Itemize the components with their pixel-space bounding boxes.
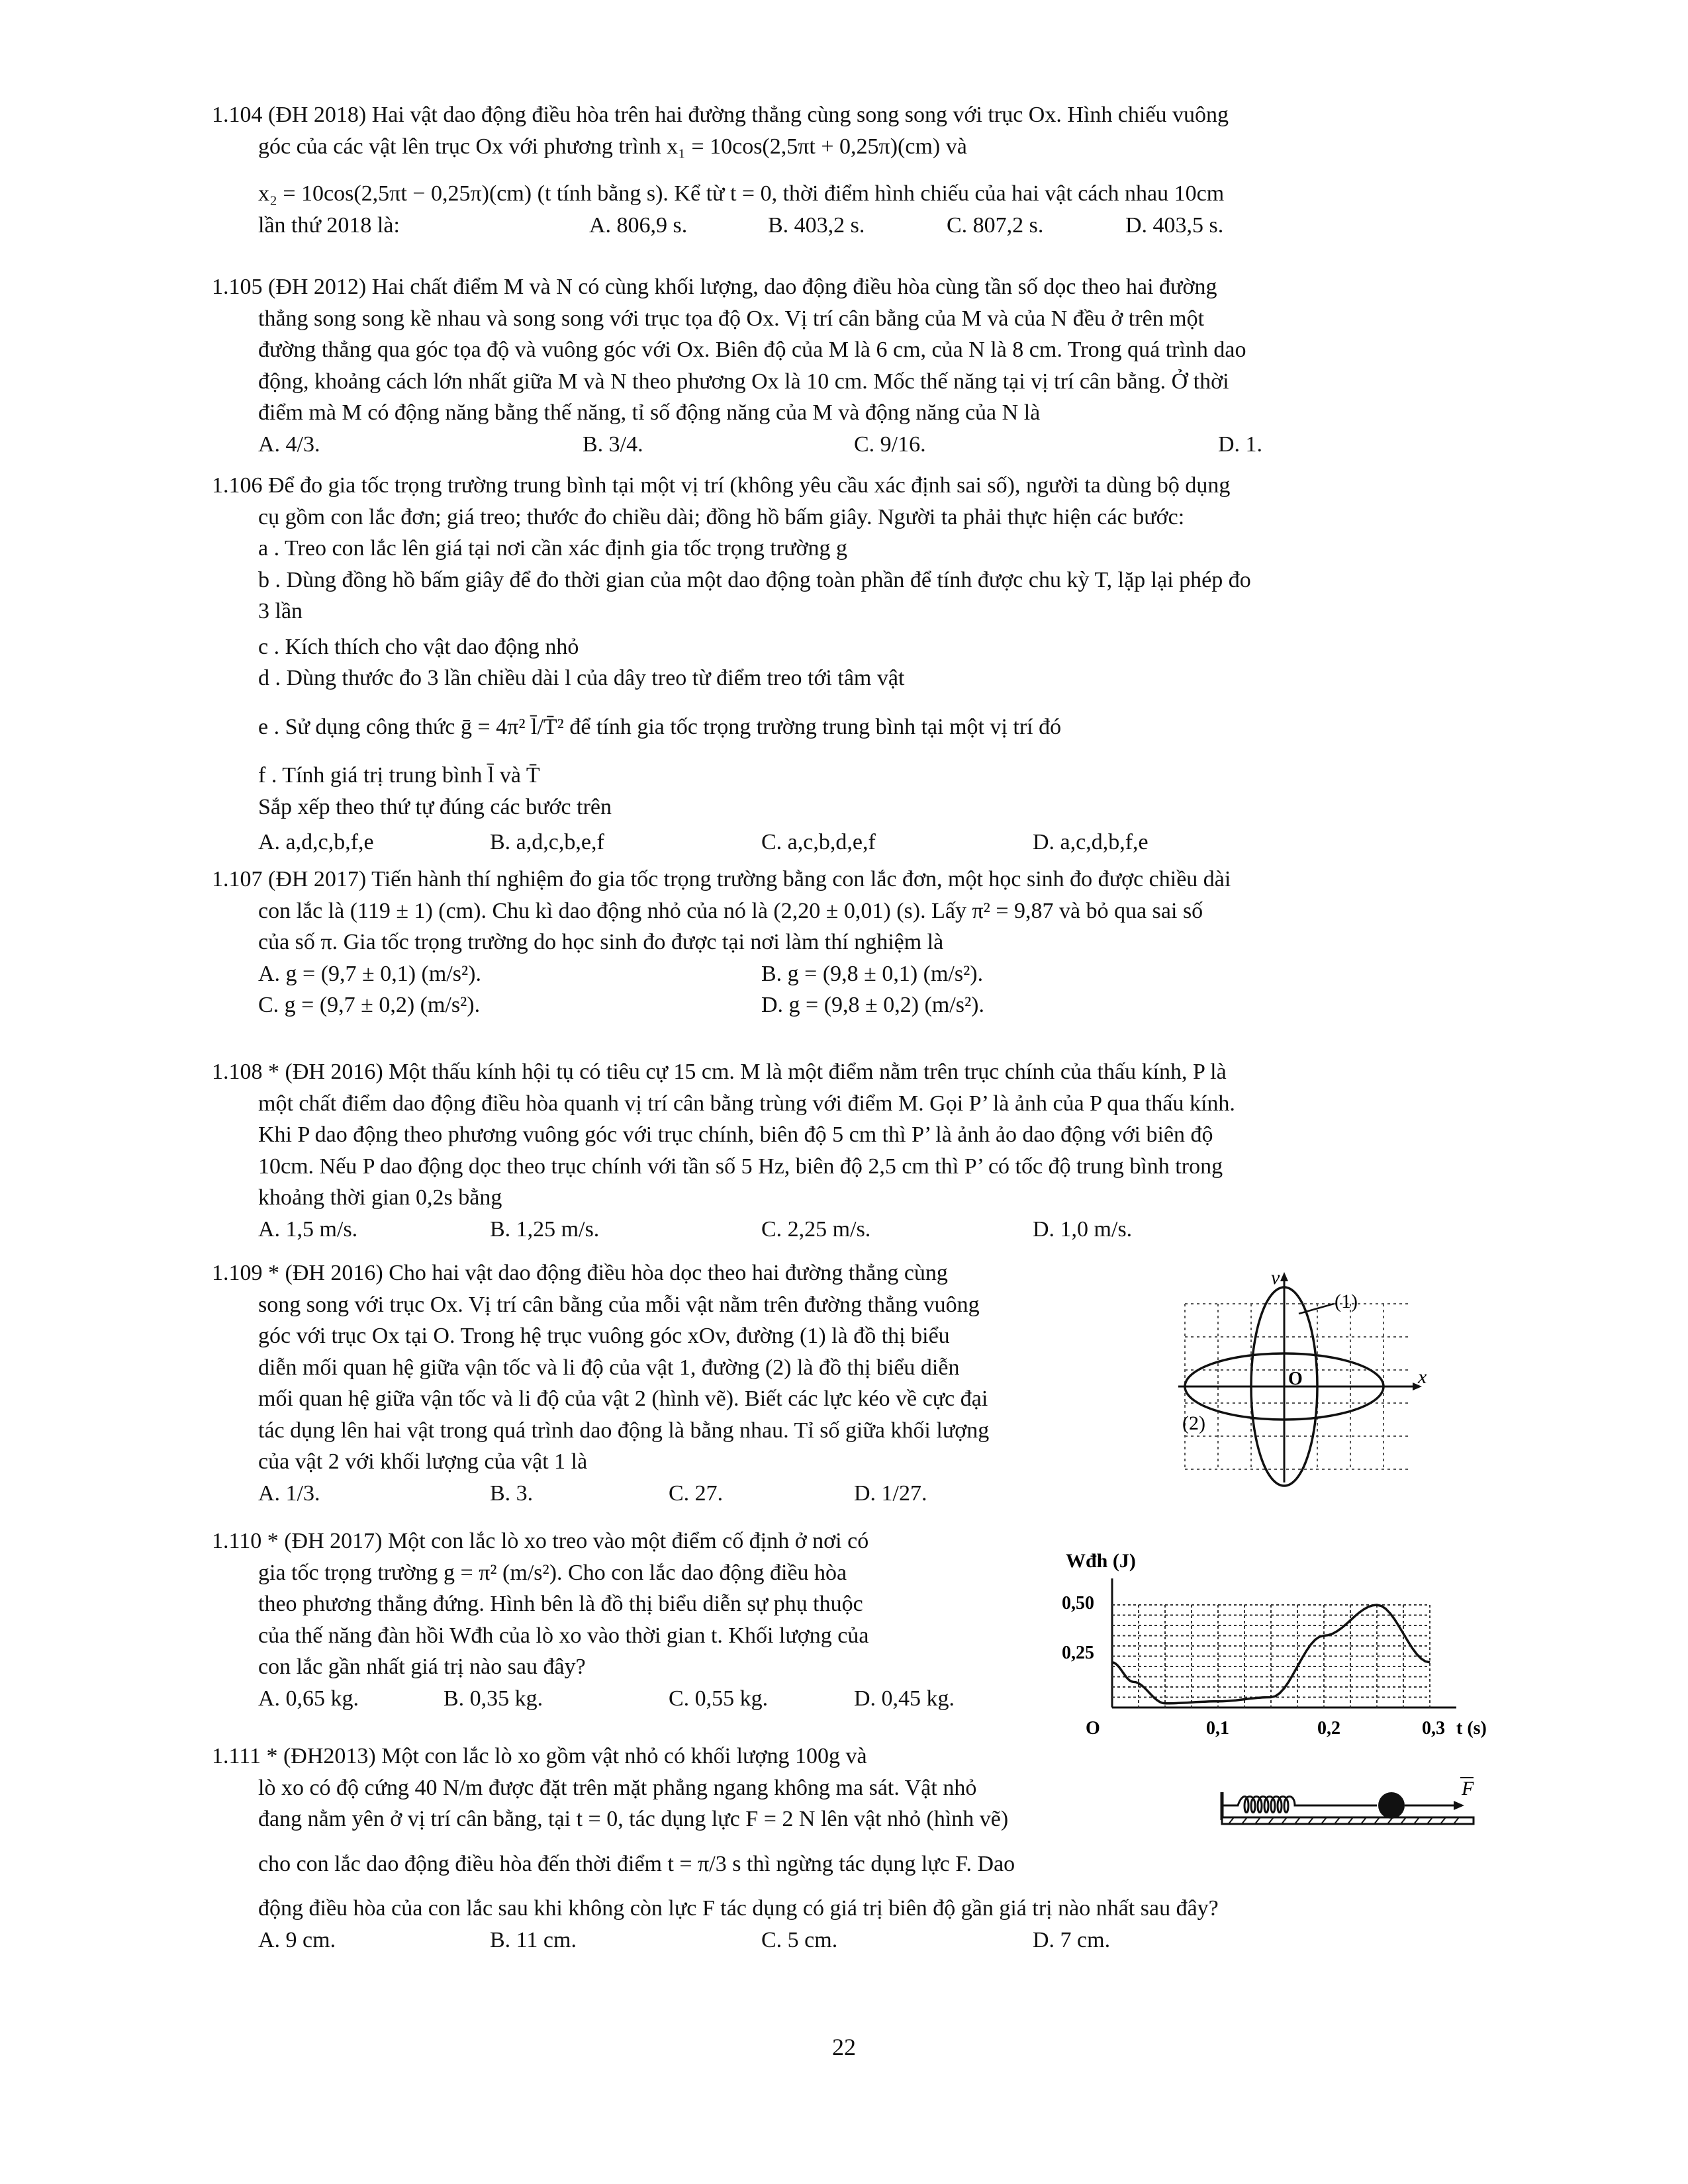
question-1-111 [212,1741,1483,1956]
q106-sort-instruction: Sắp xếp theo thứ tự đúng các bước trên [258,794,612,819]
q110-line3: theo phương thẳng đứng. Hình bên là đồ thị biểu diễn sự phụ thuộc [258,1592,863,1616]
q109-options [212,1478,1192,1510]
q111-line1: 1.111 * (ĐH2013) Một con lắc lò xo gồm vật nhỏ có khối lượng 100g và [212,1744,867,1768]
q107-options-row1 [212,958,1483,990]
q104-option-b: B. 403,2 s. [768,212,865,238]
q108-option-b: B. 1,25 m/s. [490,1216,600,1242]
q106-step-d: d . Dùng thước đo 3 lần chiều dài l của dây treo từ điểm treo tới tâm vật [258,666,905,690]
q105-line1: 1.105 (ĐH 2012) Hai chất điểm M và N có cùng khối lượng, dao động điều hòa cùng tần số dọc theo hai đường [212,275,1217,299]
q106-step-b2: 3 lần [258,599,303,623]
q110-tick-x-01: 0,1 [1206,1718,1229,1739]
q105-option-b: B. 3/4. [583,432,643,457]
q105-option-c: C. 9/16. [854,432,926,457]
q106-step-e: e . Sử dụng công thức ḡ = 4π² l̄/T̄² để tính gia tốc trọng trường trung bình tại một vị trí đó [258,714,1062,739]
q109-line4: diễn mối quan hệ giữa vận tốc và li độ của vật 1, đường (2) là đồ thị biểu diễn [258,1355,960,1380]
q109-v-arrow [1280,1272,1288,1281]
q106-step-c: c . Kích thích cho vật dao động nhỏ [258,634,579,659]
q108-option-a: A. 1,5 m/s. [258,1216,358,1242]
q109-line2: song song với trục Ox. Vị trí cân bằng của mỗi vật nằm trên đường thẳng vuông [258,1292,980,1317]
q106-option-a: A. a,d,c,b,f,e [258,830,374,854]
q110-tick-y-025: 0,25 [1062,1643,1094,1663]
q111-line5: động điều hòa của con lắc sau khi không còn lực F tác dụng có giá trị biên độ gần giá trị nào nhất sau đây? [258,1896,1219,1921]
q111-spring-figure [1218,1774,1483,1833]
page-number: 22 [832,2034,856,2060]
q110-option-a: A. 0,65 kg. [258,1686,359,1711]
q107-line1: 1.107 (ĐH 2017) Tiến hành thí nghiệm đo gia tốc trọng trường bằng con lắc đơn, một học sinh đo được chiều dài [212,867,1231,891]
q109-label-curve-2: (2) [1182,1412,1205,1434]
q109-label-origin: O [1288,1369,1303,1389]
q106-step-f: f . Tính giá trị trung bình l̄ và T̄ [258,763,540,788]
q105-line2: thẳng song song kề nhau và song song với trục tọa độ Ox. Vị trí cân bằng của M và của N đều ở trên một [258,306,1205,331]
q109-line1: 1.109 * (ĐH 2016) Cho hai vật dao động điều hòa dọc theo hai đường thẳng cùng [212,1261,948,1285]
q111-options [212,1925,1483,1956]
question-1-105 [212,271,1483,460]
question-1-110 [212,1525,1192,1714]
q106-line1: 1.106 Để đo gia tốc trọng trường trung bình tại một vị trí (không yêu cầu xác định sai số), người ta dùng bộ dụng [212,473,1231,498]
q111-mass [1378,1792,1405,1819]
q109-line3: góc với trục Ox tại O. Trong hệ trục vuông góc xOv, đường (1) là đồ thị biểu [258,1324,950,1348]
q110-option-c: C. 0,55 kg. [669,1686,769,1711]
q108-line1: 1.108 * (ĐH 2016) Một thấu kính hội tụ có tiêu cự 15 cm. M là một điểm nằm trên trục chính của thấu kính, P là [212,1060,1227,1084]
q104-line2: góc của các vật lên trục Ox với phương trình x₁ = 10cos(2,5πt + 0,25π)(cm) và [258,134,967,159]
q106-line2: cụ gồm con lắc đơn; giá treo; thước đo chiều dài; đồng hồ bấm giây. Người ta phải thực hiện các bước: [258,504,1185,529]
q105-line4: động, khoảng cách lớn nhất giữa M và N theo phương Ox là 10 cm. Mốc thế năng tại vị trí cân bằng. Ở thời [258,369,1229,394]
q109-option-b: B. 3. [490,1480,534,1506]
q111-option-a: A. 9 cm. [258,1927,336,1952]
q104-option-a: A. 806,9 s. [589,212,688,238]
q110-tick-x-02: 0,2 [1317,1718,1340,1739]
q109-label-x: x [1418,1366,1427,1388]
q111-line4: cho con lắc dao động điều hòa đến thời điểm t = π/3 s thì ngừng tác dụng lực F. Dao [258,1851,1015,1876]
q104-line3: x₂ = 10cos(2,5πt − 0,25π)(cm) (t tính bằng s). Kể từ t = 0, thời điểm hình chiếu của hai vật cách nhau 10cm [258,181,1225,206]
q107-option-c: C. g = (9,7 ± 0,2) (m/s²). [258,993,481,1017]
q108-option-d: D. 1,0 m/s. [1033,1216,1133,1242]
q107-option-a: A. g = (9,7 ± 0,1) (m/s²). [258,961,481,986]
question-1-109 [212,1257,1192,1509]
q107-option-d: D. g = (9,8 ± 0,2) (m/s²). [761,993,984,1017]
q110-tick-y-050: 0,50 [1062,1593,1094,1614]
q106-option-d: D. a,c,d,b,f,e [1033,830,1149,854]
q110-option-b: B. 0,35 kg. [444,1686,543,1711]
q110-options [212,1683,1192,1715]
q109-label-curve-1: (1) [1335,1291,1358,1312]
q109-line7: của vật 2 với khối lượng của vật 1 là [258,1449,588,1474]
q105-line5: điểm mà M có động năng bằng thế năng, tỉ số động năng của M và động năng của N là [258,400,1041,425]
q108-options [212,1214,1483,1246]
q106-option-b: B. a,d,c,b,e,f [490,830,604,854]
q110-line1: 1.110 * (ĐH 2017) Một con lắc lò xo treo vào một điểm cố định ở nơi có [212,1529,869,1553]
q104-option-d: D. 403,5 s. [1125,212,1224,238]
q105-options [212,429,1483,461]
q106-step-a: a . Treo con lắc lên giá tại nơi cần xác định gia tốc trọng trường g [258,536,847,561]
question-1-104 [212,99,1483,241]
q109-label-v: v [1271,1267,1280,1289]
q110-option-d: D. 0,45 kg. [854,1686,955,1711]
question-1-107 [212,864,1483,1021]
q108-line2: một chất điểm dao động điều hòa quanh vị trí cân bằng trùng với điểm M. Gọi P’ là ảnh của P qua thấu kính. [258,1091,1235,1116]
q104-option-c: C. 807,2 s. [947,212,1044,238]
q109-line5: mối quan hệ giữa vận tốc và li độ của vật 2 (hình vẽ). Biết các lực kéo về cực đại [258,1387,988,1411]
q104-line4: lần thứ 2018 là: [258,212,400,238]
q105-option-d: D. 1. [1218,432,1263,457]
q109-line6: tác dụng lên hai vật trong quá trình dao động là bằng nhau. Tỉ số giữa khối lượng [258,1418,990,1443]
q110-line5: con lắc gần nhất giá trị nào sau đây? [258,1655,586,1679]
q105-line3: đường thẳng qua góc tọa độ và vuông góc với Ox. Biên độ của M là 6 cm, của N là 8 cm. Trong quá trình dao [258,338,1246,362]
q110-y-label: Wđh (J) [1066,1550,1136,1572]
q107-options-row2 [212,989,1483,1021]
q107-line3: của số π. Gia tốc trọng trường do học sinh đo được tại nơi làm thí nghiệm là [258,930,944,954]
question-1-108 [212,1056,1483,1245]
q109-option-d: D. 1/27. [854,1480,927,1506]
question-1-106 [212,470,1483,858]
q109-option-a: A. 1/3. [258,1480,320,1506]
q110-tick-x-03: 0,3 [1422,1718,1445,1739]
q110-energy-chart [1059,1542,1509,1741]
q110-origin-label: O [1086,1718,1100,1739]
q110-line4: của thế năng đàn hồi Wđh của lò xo vào thời gian t. Khối lượng của [258,1623,869,1648]
q110-line2: gia tốc trọng trường g = π² (m/s²). Cho con lắc dao động điều hòa [258,1560,847,1585]
q108-line3: Khi P dao động theo phương vuông góc với trục chính, biên độ 5 cm thì P’ là ảnh ảo dao động với biên độ [258,1122,1213,1147]
q110-grid [1112,1605,1430,1707]
q107-line2: con lắc là (119 ± 1) (cm). Chu kì dao động nhỏ của nó là (2,20 ± 0,01) (s). Lấy π² = 9,87 và bỏ qua sai số [258,898,1203,923]
q104-options [212,210,1483,242]
q108-line4: 10cm. Nếu P dao động dọc theo trục chính với tần số 5 Hz, biên độ 2,5 cm thì P’ có tốc độ trung bình trong [258,1154,1223,1179]
q104-line1: 1.104 (ĐH 2018) Hai vật dao động điều hòa trên hai đường thẳng cùng song song với trục Ox. Hình chiếu vuông [212,103,1229,127]
q108-line5: khoảng thời gian 0,2s bằng [258,1185,502,1210]
q110-x-label: t (s) [1456,1718,1487,1739]
q111-force-arrow-head [1454,1801,1464,1810]
q106-option-c: C. a,c,b,d,e,f [761,830,876,854]
q111-spring [1222,1797,1377,1813]
q111-force-label: F [1462,1778,1474,1799]
q107-option-b: B. g = (9,8 ± 0,1) (m/s²). [761,961,984,986]
q109-ellipse-figure [1172,1264,1436,1489]
q111-line2: lò xo có độ cứng 40 N/m được đặt trên mặt phẳng ngang không ma sát. Vật nhỏ [258,1775,977,1800]
q111-option-b: B. 11 cm. [490,1927,577,1952]
q105-option-a: A. 4/3. [258,432,320,457]
q111-option-d: D. 7 cm. [1033,1927,1111,1952]
q106-options [212,827,1483,858]
q108-option-c: C. 2,25 m/s. [761,1216,871,1242]
q111-line3: đang nằm yên ở vị trí cân bằng, tại t = 0, tác dụng lực F = 2 N lên vật nhỏ (hình vẽ) [258,1807,1009,1831]
q109-option-c: C. 27. [669,1480,724,1506]
q111-option-c: C. 5 cm. [761,1927,838,1952]
q106-step-b1: b . Dùng đồng hồ bấm giây để đo thời gian của một dao động toàn phần để tính được chu kỳ T, lặp lại phép đo [258,567,1251,592]
